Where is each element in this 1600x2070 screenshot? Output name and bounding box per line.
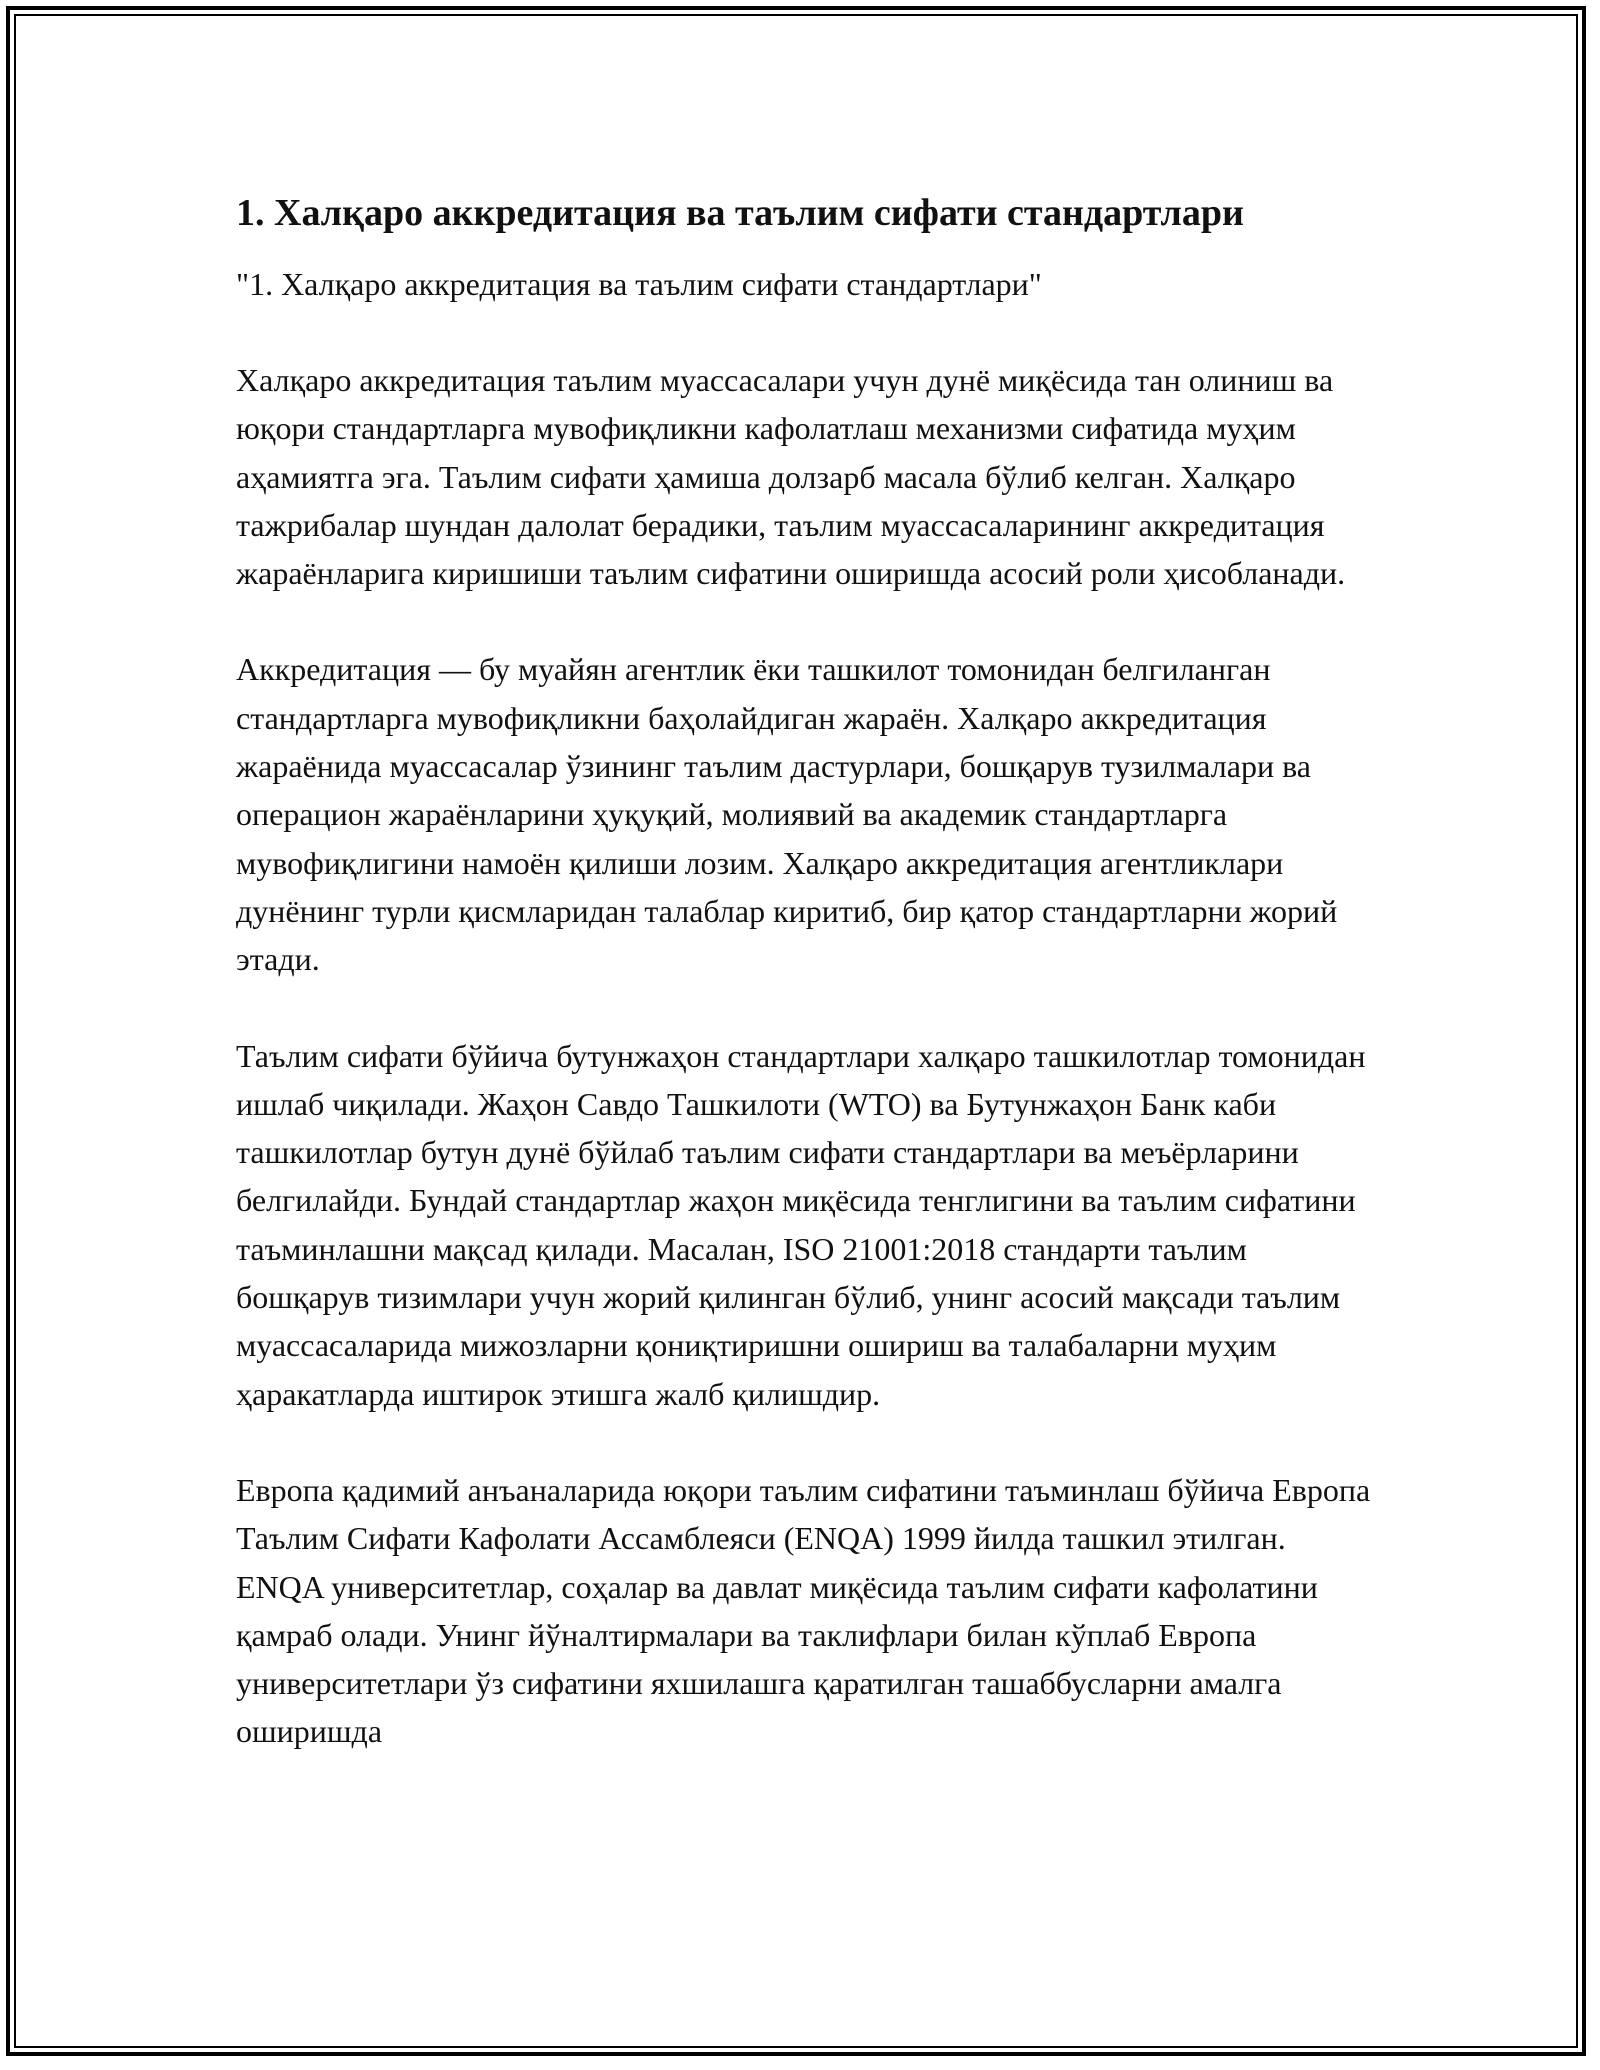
paragraph-3: Таълим сифати бўйича бутунжаҳон стандартлари халқаро ташкилотлар томонидан ишлаб чиқилади. Жаҳон Савдо Ташкилоти (WTO) ва Бутунжаҳон Банк каби ташкилотлар бутун дунё бўйлаб таълим сифати стандартлари ва меъёрларини белгилайди. Бундай стандартлар жаҳон миқёсида тенглигини ва таълим сифатини таъминлашни мақсад қилади. Масалан, ISO 21001:2018 стандарти таълим бошқарув тизимлари учун жорий қилинган бўлиб, унинг асосий мақсади таълим муассасаларида мижозларни қониқтиришни ошириш ва талабаларни муҳим ҳаракатларда иштирок этишга жалб қилишдир. xyxy=(236,1037,1366,1412)
paragraph-2: Аккредитация — бу муайян агентлик ёки ташкилот томонидан белгиланган стандартларга мувофиқликни баҳолайдиган жараён. Халқаро аккредитация жараёнида муассасалар ўзининг таълим дастурлари, бошқарув тузилмалари ва операцион жараёнларини ҳуқуқий, молиявий ва академик стандартларга мувофиқлигини намоён қилиши лозим. Халқаро аккредитация агентликлари дунёнинг турли қисмларидан талаблар киритиб, бир қатор стандартларни жорий этади. xyxy=(236,651,1338,978)
paragraph-4: Европа қадимий анъаналарида юқори таълим сифатини таъминлаш бўйича Европа Таълим Сифати Кафолати Ассамблеяси (ENQA) 1999 йилда ташкил этилган. ENQA университетлар, соҳалар ва давлат миқёсида таълим сифати кафолатини қамраб олади. Унинг йўналтирмалари ва таклифлари билан кўплаб Европа университетлари ўз сифатини яхшилашга қаратилган ташаббусларни амалга оширишда xyxy=(236,1471,1371,1750)
document-body xyxy=(236,184,1372,1804)
document-subtitle: "1. Халқаро аккредитация ва таълим сифати стандартлари" xyxy=(236,266,1042,302)
paragraph-1: Халқаро аккредитация таълим муассасалари учун дунё миқёсида тан олиниш ва юқори стандартларга мувофиқликни кафолатлаш механизми сифатида муҳим аҳамиятга эга. Таълим сифати ҳамиша долзарб масала бўлиб келган. Халқаро тажрибалар шундан далолат берадики, таълим муассасаларининг аккредитация жараёнларига киришиши таълим сифатини оширишда асосий роли ҳисобланади. xyxy=(236,362,1346,592)
document-title: 1. Халқаро аккредитация ва таълим сифати стандартлари xyxy=(236,192,1244,234)
